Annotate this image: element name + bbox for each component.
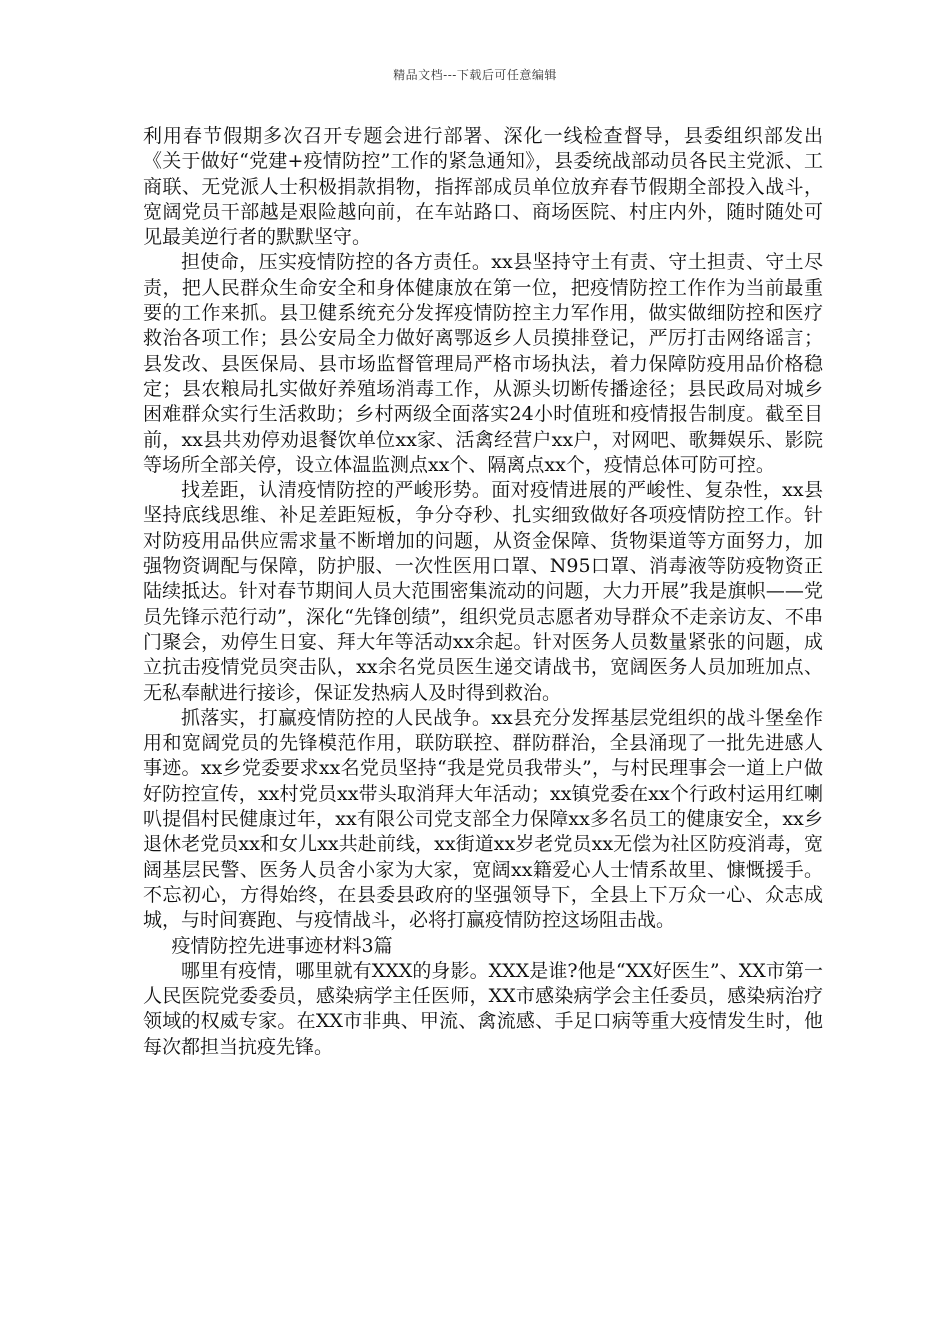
paragraph-gap: 找差距，认清疫情防控的严峻形势。面对疫情进展的严峻性、复杂性，xx县坚持底线思维、补足差距短板，争分夺秒、扎实细致做好各项疫情防控工作。针对防疫用品供应需求量不断增加的问题，从资金保障、货物渠道等方面努力，加强物资调配与保障，防护服、一次性医用口罩、N95口罩、消毒液等防疫物资正陆续抵达。针对春节期间人员大范围密集流动的问题，大力开展”我是旗帜——党员先锋示范行动”，深化“先锋创绩”，组织党员志愿者劝导群众不走亲访友、不串门聚会，劝停生日宴、拜大年等活动xx余起。针对医务人员数量紧张的问题，成立抗击疫情党员突击队，xx余名党员医生递交请战书，宽阔医务人员加班加点、无私奉献进行接诊，保证发热病人及时得到救治。 [143, 479, 823, 704]
paragraph-responsibility: 担使命，压实疫情防控的各方责任。xx县坚持守土有责、守土担责、守土尽责，把人民群众生命安全和身体健康放在第一位，把疫情防控工作作为当前最重要的工作来抓。县卫健系统充分发挥疫情防控主力军作用，做实做细防控和医疗救治各项工作；县公安局全力做好离鄂返乡人员摸排登记，严厉打击网络谣言；县发改、县医保局、县市场监督管理局严格市场执法，着力保障防疫用品价格稳定；县农粮局扎实做好养殖场消毒工作，从源头切断传播途径；县民政局对城乡困难群众实行生活救助；乡村两级全面落实24小时值班和疫情报告制度。截至目前，xx县共劝停劝退餐饮单位xx家、活禽经营户xx户，对网吧、歌舞娱乐、影院等场所全部关停，设立体温监测点xx个、隔离点xx个，疫情总体可防可控。 [143, 251, 823, 476]
section-subtitle: 疫情防控先进事迹材料3篇 [171, 934, 393, 957]
paragraph-implementation: 抓落实，打赢疫情防控的人民战争。xx县充分发挥基层党组织的战斗堡垒作用和宽阔党员的先锋模范作用，联防联控、群防群治，全县涌现了一批先进感人事迹。xx乡党委要求xx名党员坚持“我是党员我带头”，与村民理事会一道上户做好防控宣传，xx村党员xx带头取消拜大年活动；xx镇党委在xx个行政村运用红喇叭提倡村民健康过年，xx有限公司党支部全力保障xx多名员工的健康安全，xx乡退休老党员xx和女儿xx共赴前线，xx街道xx岁老党员xx无偿为社区防疫消毒，宽阔基层民警、医务人员舍小家为大家，宽阔xx籍爱心人士情系故里、慷慨援手。不忘初心，方得始终，在县委县政府的坚强领导下，全县上下万众一心、众志成城，与时间赛跑、与疫情战斗，必将打赢疫情防控这场阻击战。 [143, 706, 823, 932]
paragraph-continuation: 利用春节假期多次召开专题会进行部署、深化一线检查督导，县委组织部发出《关于做好“党建+疫情防控”工作的紧急通知》，县委统战部动员各民主党派、工商联、无党派人士积极捐款捐物，指挥部成员单位放弃春节假期全部投入战斗，宽阔党员干部越是艰险越向前，在车站路口、商场医院、村庄内外，随时随处可见最美逆行者的默默坚守。 [143, 125, 823, 249]
paragraph-doctor: 哪里有疫情，哪里就有XXX的身影。XXX是谁?他是“XX好医生”、XX市第一人民医院党委委员，感染病学主任医师，XX市感染病学会主任委员，感染病治疗领域的权威专家。在XX市非典、甲流、禽流感、手足口病等重大疫情发生时，他每次都担当抗疫先锋。 [143, 959, 823, 1058]
document-body [143, 124, 823, 1060]
page-header: 精品文档---下载后可任意编辑 [393, 68, 557, 82]
